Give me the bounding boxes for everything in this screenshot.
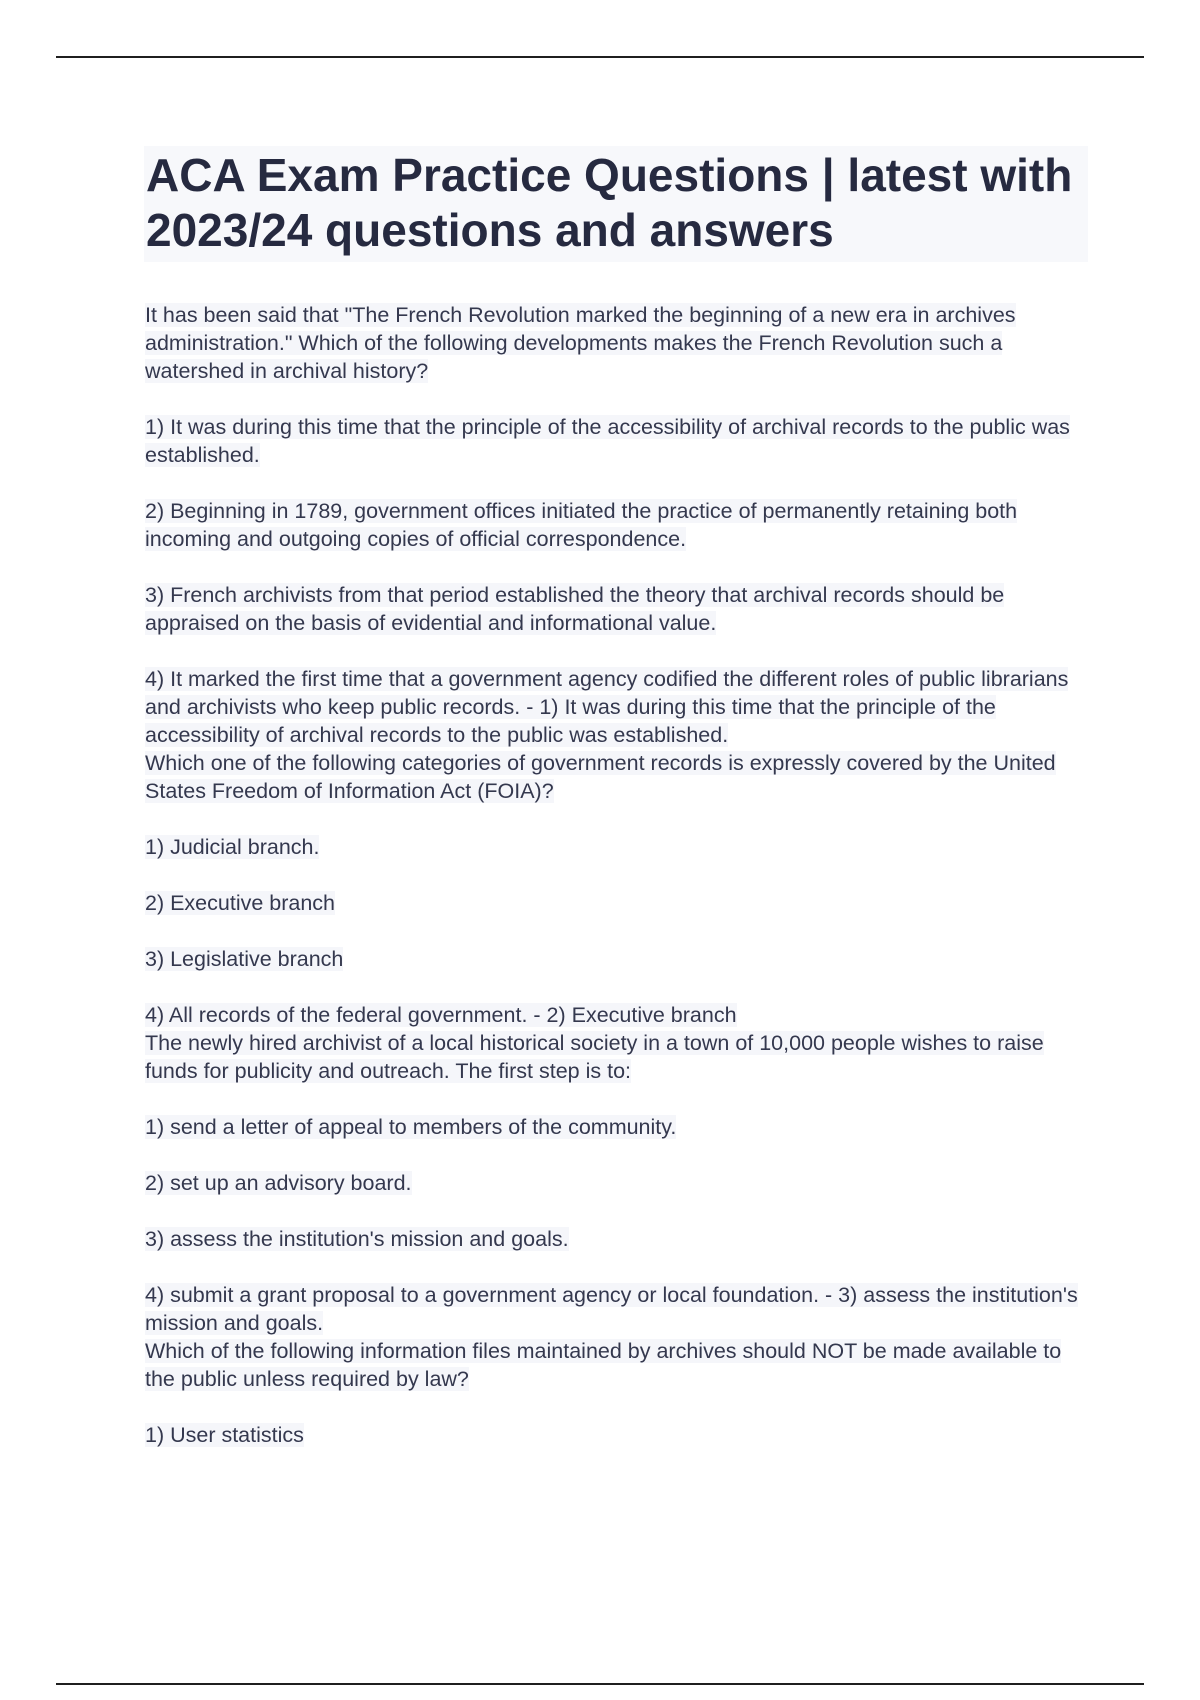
- answer-option: [145, 833, 1085, 861]
- answer-option-with-key: [145, 1281, 1085, 1393]
- paragraph-text: 1) User statistics: [145, 1423, 304, 1447]
- next-question-text: The newly hired archivist of a local historical society in a town of 10,000 people wishes to raise funds for publicity and outreach. The first step is to:: [145, 1031, 1044, 1083]
- header-rule: [56, 56, 1144, 58]
- answer-option: [145, 1421, 1085, 1449]
- paragraph-text: 3) assess the institution's mission and goals.: [145, 1227, 569, 1251]
- answer-option-with-key: [145, 665, 1085, 805]
- title-block: [144, 146, 1088, 262]
- paragraph-text: 2) Beginning in 1789, government offices initiated the practice of permanently retaining both incoming and outgoing copies of official correspondence.: [145, 499, 1018, 551]
- answer-option: [145, 413, 1085, 469]
- footer-rule: [56, 1683, 1144, 1685]
- document-body: [145, 301, 1085, 1449]
- answer-option: [145, 581, 1085, 637]
- question-intro: [145, 301, 1085, 385]
- next-question-text: Which one of the following categories of government records is expressly covered by the United States Freedom of Information Act (FOIA)?: [145, 751, 1056, 803]
- answer-option: [145, 945, 1085, 973]
- paragraph-text: 1) send a letter of appeal to members of the community.: [145, 1115, 677, 1139]
- answer-option: [145, 889, 1085, 917]
- paragraph-text: 2) set up an advisory board.: [145, 1171, 412, 1195]
- answer-option: [145, 497, 1085, 553]
- paragraph-text: 1) Judicial branch.: [145, 835, 320, 859]
- paragraph-text: It has been said that "The French Revolution marked the beginning of a new era in archives administration." Which of the following developments makes the French Revolution such a watershed in archival history?: [145, 303, 1016, 383]
- paragraph-text: 3) French archivists from that period established the theory that archival records should be appraised on the basis of evidential and informational value.: [145, 583, 1005, 635]
- next-question-text: Which of the following information files maintained by archives should NOT be made available to the public unless required by law?: [145, 1339, 1062, 1391]
- answer-option: [145, 1225, 1085, 1253]
- paragraph-text: 4) submit a grant proposal to a government agency or local foundation. - 3) assess the institution's mission and goals.: [145, 1283, 1078, 1335]
- answer-option: [145, 1113, 1085, 1141]
- answer-option: [145, 1169, 1085, 1197]
- paragraph-text: 3) Legislative branch: [145, 947, 344, 971]
- answer-option-with-key: [145, 1001, 1085, 1085]
- paragraph-text: 4) All records of the federal government. - 2) Executive branch: [145, 1003, 737, 1027]
- paragraph-text: 1) It was during this time that the principle of the accessibility of archival records to the public was established.: [145, 415, 1070, 467]
- paragraph-text: 4) It marked the first time that a government agency codified the different roles of public librarians and archivists who keep public records. - 1) It was during this time that the principle of the accessibility of archival records to the public was established.: [145, 667, 1069, 747]
- document-title: ACA Exam Practice Questions | latest with 2023/24 questions and answers: [146, 149, 1073, 256]
- paragraph-text: 2) Executive branch: [145, 891, 336, 915]
